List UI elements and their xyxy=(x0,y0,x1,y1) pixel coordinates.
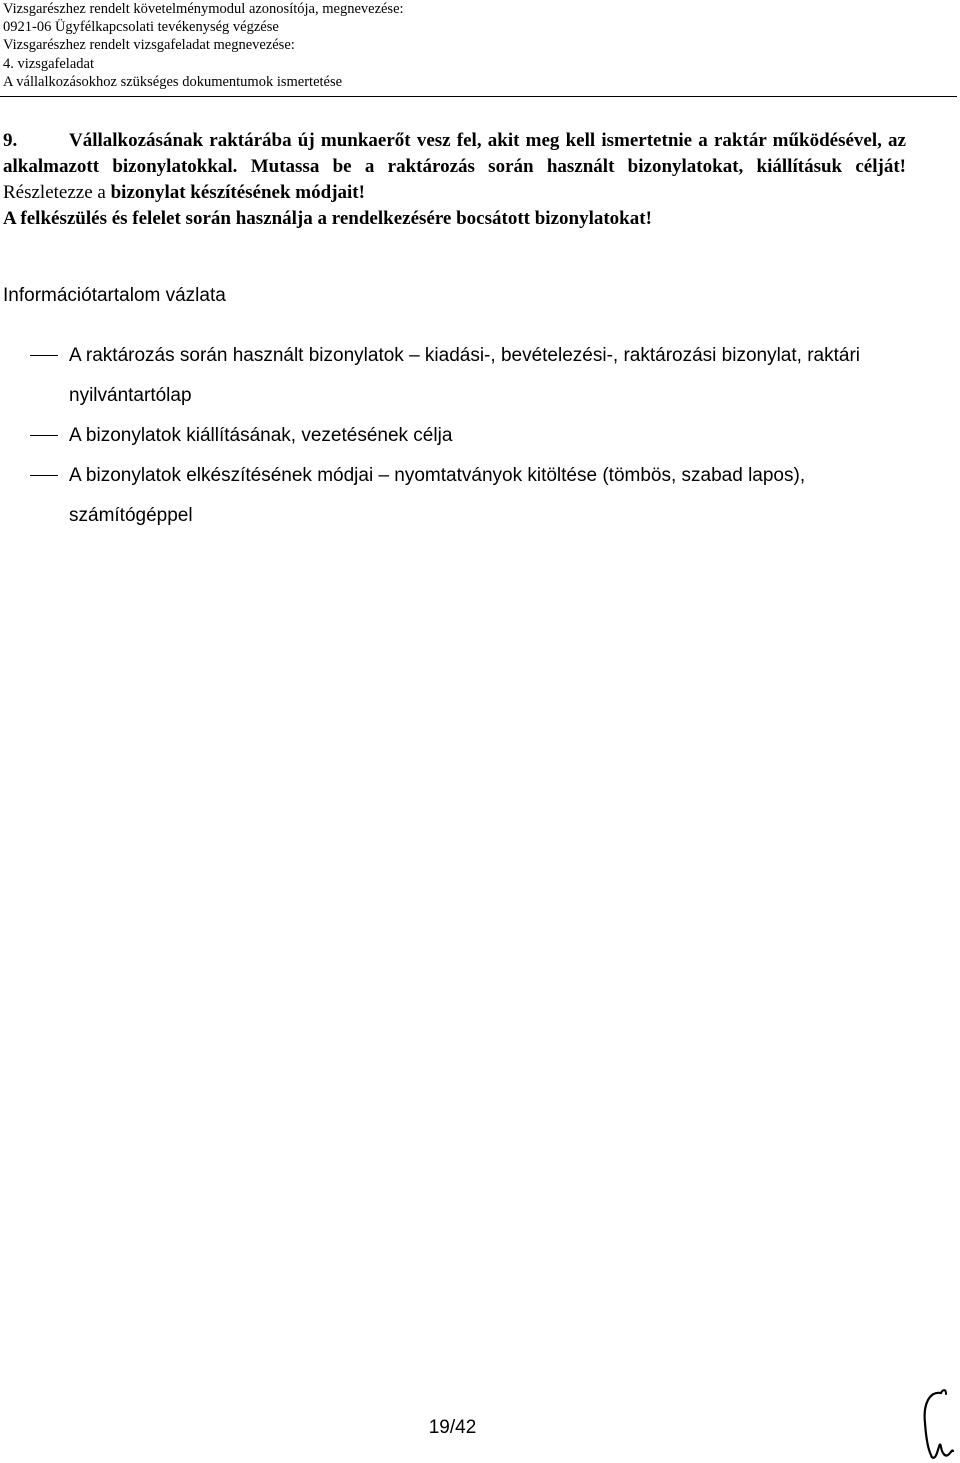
header-divider xyxy=(0,96,957,97)
outline-item xyxy=(0,416,900,456)
dash-bullet-icon xyxy=(30,475,58,476)
document-header xyxy=(3,0,953,91)
task-text-bold-2: bizonylat készítésének módjait! xyxy=(105,182,365,203)
outline-item-text: A raktározás során használt bizonylatok – kiadási-, bevételezési-, raktározási bizonylat, raktári nyilvántartólap xyxy=(69,345,860,406)
page-number: 19/42 xyxy=(428,1417,477,1438)
outline-item xyxy=(0,456,900,536)
outline-item xyxy=(0,336,900,416)
header-line-task-label: Vizsgarészhez rendelt vizsgafeladat megnevezése: xyxy=(3,37,295,54)
dash-bullet-icon xyxy=(30,435,58,436)
outline-title: Információtartalom vázlata xyxy=(3,285,226,306)
outline-list xyxy=(0,336,900,536)
task-description xyxy=(3,128,906,206)
outline-item-text: A bizonylatok kiállításának, vezetésének célja xyxy=(69,425,453,446)
header-line-task-name: A vállalkozásokhoz szükséges dokumentumok ismertetése xyxy=(3,73,343,90)
task-instruction: A felkészülés és felelet során használja a rendelkezésére bocsátott bizonylatokat! xyxy=(3,208,652,229)
header-line-module-label: Vizsgarészhez rendelt követelménymodul azonosítója, megnevezése: xyxy=(3,1,404,17)
task-text-bold: Vállalkozásának raktárába új munkaerőt vesz fel, akit meg kell ismertetnie a raktár működésével, az alkalmazott bizonylatokkal. Mutassa be a raktározás során használt bizonylatokat, kiállításuk célját! xyxy=(3,130,906,177)
header-line-task-number: 4. vizsgafeladat xyxy=(3,55,94,72)
dash-bullet-icon xyxy=(30,355,58,356)
task-text-plain: Részletezze a xyxy=(3,182,106,203)
signature-mark xyxy=(915,1385,960,1463)
header-line-module-name: 0921-06 Ügyfélkapcsolati tevékenység végzése xyxy=(3,19,279,36)
task-block xyxy=(3,128,906,232)
outline-item-text: A bizonylatok elkészítésének módjai – nyomtatványok kitöltése (tömbös, szabad lapos), számítógéppel xyxy=(69,465,806,526)
task-number: 9. xyxy=(3,130,18,151)
